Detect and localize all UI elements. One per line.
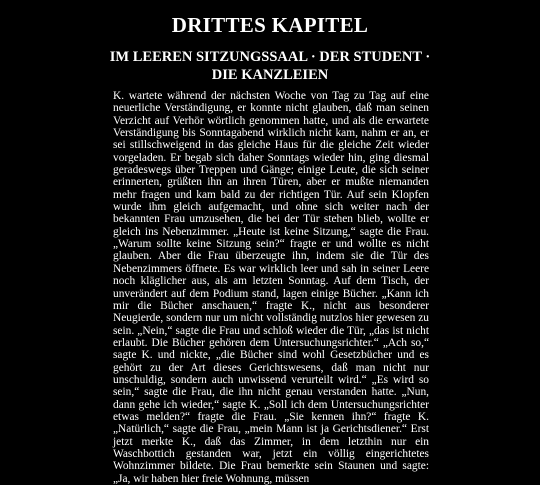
body-paragraph: K. wartete während der nächsten Woche von Tag zu Tag auf eine neuerliche Verständigung, er konnte nicht glauben, daß man seinen Verzicht auf Verhör wörtlich genommen hatte, und als die erwartete Verständigung bis Sonntagabend wirklich nicht kam, nahm er an, er sei stillschweigend in das gleiche Haus für die gleiche Zeit wieder vorgeladen. Er begab sich daher Sonntags wieder hin, ging diesmal geradeswegs über Treppen und Gänge; einige Leute, die sich seiner erinnerten, grüßten ihn an ihren Türen, aber er mußte niemanden mehr fragen und kam bald zu der richtigen Tür. Auf sein Klopfen wurde ihm gleich aufgemacht, und ohne sich weiter nach der bekannten Frau umzusehen, die bei der Tür stehen blieb, wollte er gleich ins Nebenzimmer. „Heute ist keine Sitzung,“ sagte die Frau. „Warum sollte keine Sitzung sein?“ fragte er und wollte es nicht glauben. Aber die Frau überzeugte ihn, indem sie die Tür des Nebenzimmers öffnete. Es war wirklich leer und sah in seiner Leere noch kläglicher aus, als am letzten Sonntag. Auf dem Tisch, der unverändert auf dem Podium stand, lagen einige Bücher. „Kann ich mir die Bücher anschauen,“ fragte K., nicht aus besonderer Neugierde, sondern nur um nicht vollständig nutzlos hier gewesen zu sein. „Nein,“ sagte die Frau und schloß wieder die Tür, „das ist nicht erlaubt. Die Bücher gehören dem Untersuchungsrichter.“ „Ach so,“ sagte K. und nickte, „die Bücher sind wohl Gesetzbücher und es gehört zu der Art dieses Gerichtswesens, daß man nicht nur unschuldig, sondern auch unwissend verurteilt wird.“ „Es wird so sein,“ sagte die Frau, die ihn nicht genau verstanden hatte. „Nun, dann gehe ich wieder,“ sagte K. „Soll ich dem Untersuchungsrichter etwas melden?“ fragte die Frau. „Sie kennen ihn?“ fragte K. „Natürlich,“ sagte die Frau, „mein Mann ist ja Gerichtsdiener.“ Erst jetzt merkte K., daß das Zimmer, in dem letzthin nur ein Waschbottich gestanden war, jetzt ein völlig eingerichtetes Wohnzimmer bildete. Die Frau bemerkte sein Staunen und sagte: „Ja, wir haben hier freie Wohnung, müssen (113, 90, 429, 485)
chapter-title: DRITTES KAPITEL (171, 13, 369, 37)
chapter-subtitle: IM LEEREN SITZUNGSSAAL · DER STUDENT · DIE KANZLEIEN (109, 49, 431, 83)
